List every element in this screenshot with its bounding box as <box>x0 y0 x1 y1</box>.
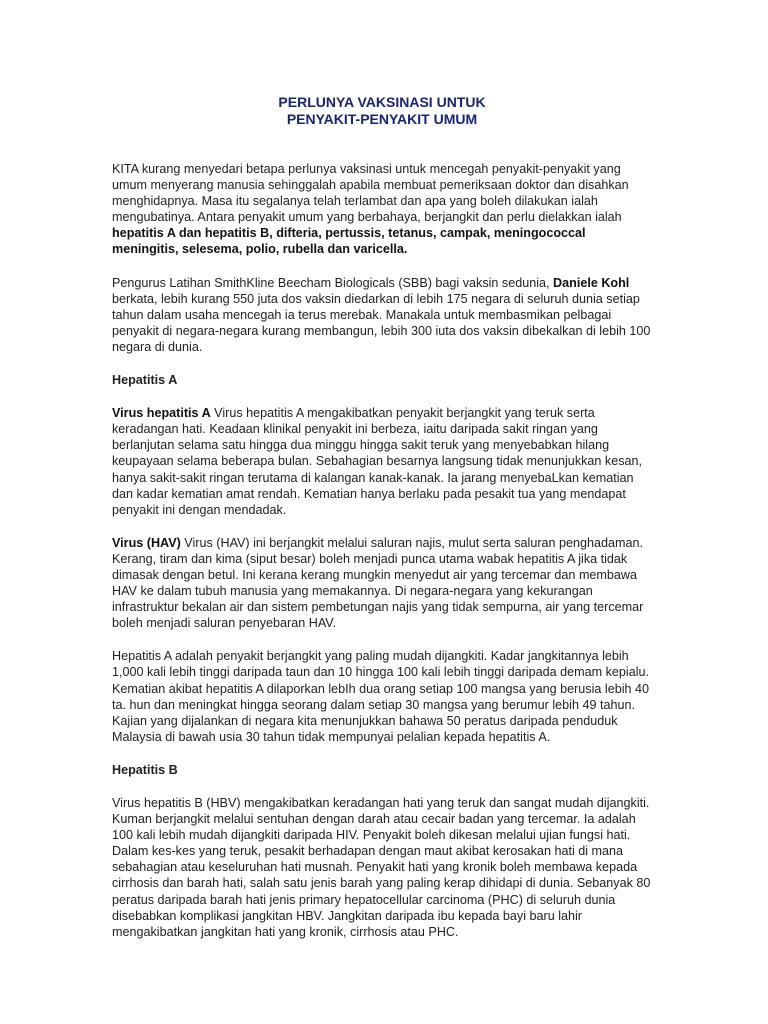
title-line-2: PENYAKIT-PENYAKIT UMUM <box>286 111 478 127</box>
hepatitis-b-paragraph-1: Virus hepatitis B (HBV) mengakibatkan keradangan hati yang teruk dan sangat mudah dijangkiti. Kuman berjangkit melalui sentuhan dengan darah atau cecair badan yang tercemar. Ia adalah 100 kali lebih mudah dijangkiti daripada HIV. Penyakit boleh dikesan melalui ujian fungsi hati. Dalam kes-kes yang teruk, pesakit berhadapan dengan maut akibat kerosakan hati di mana sebahagian atau keseluruhan hati musnah. Penyakit hati yang kronik boleh membawa kepada cirrhosis dan barah hati, salah satu jenis barah yang paling kerap dihidapi di dunia. Sebanyak 80 peratus daripada barah hati jenis primary hepatocellular carcinoma (PHC) di seluruh dunia disebabkan komplikasi jangkitan HBV. Jangkitan daripada ibu kepada bayi baru lahir mengakibatkan jangkitan hati yang kronik, cirrhosis atau PHC. <box>112 796 651 939</box>
title-line-1: PERLUNYA VAKSINASI UNTUK <box>278 94 486 110</box>
hepatitis-a-p2-text: Virus (HAV) ini berjangkit melalui saluran najis, mulut serta saluran penghadaman. Kerang, tiram dan kima (siput besar) boleh menjadi punca utama wabak hepatitis A jika tidak dimasak dengan betul. Ini kerana kerang mungkin menyedut air yang tercemar dan membawa HAV ke dalam tubuh manusia yang memakannya. Di negara-negara yang kekurangan infrastruktur bekalan air dan sistem pembetungan najis yang tidak sempurna, air yang tercemar boleh menjadi saluran penyebaran HAV. <box>112 535 644 631</box>
hepatitis-a-heading: Hepatitis A <box>112 373 178 388</box>
hepatitis-a-p2-lead: Virus (HAV) <box>112 535 181 550</box>
hepatitis-b-heading: Hepatitis B <box>112 762 178 777</box>
intro-paragraph <box>112 161 652 258</box>
document-page <box>112 94 652 957</box>
hepatitis-a-paragraph-2 <box>112 535 652 632</box>
hepatitis-a-p1-text: Virus hepatitis A mengakibatkan penyakit berjangkit yang teruk serta keradangan hati. Keadaan klinikal penyakit ini berbeza, iaitu daripada sakit ringan yang berlanjutan selama satu hingga dua minggu hingga sakit teruk yang menyebabkan hilang keupayaan selama beberapa bulan. Sebahagian besarnya langsung tidak menunjukkan kesan, hanya sakit-sakit ringan terutama di kalangan kanak-kanak. Ia jarang menyebaLkan kematian dan kadar kematian amat rendah. Kematian hanya berlaku pada pesakit tua yang mendapat penyakit ini dengan mendadak. <box>112 406 643 517</box>
hepatitis-a-paragraph-1 <box>112 405 652 518</box>
sbb-text-1: Pengurus Latihan SmithKline Beecham Biologicals (SBB) bagi vaksin sedunia, <box>112 275 554 290</box>
sbb-paragraph <box>112 275 652 355</box>
sbb-person-name: Daniele Kohl <box>553 275 630 290</box>
document-title <box>112 94 652 128</box>
hepatitis-a-p1-lead: Virus hepatitis A <box>112 406 211 421</box>
intro-disease-list: hepatitis A dan hepatitis B, difteria, pertussis, tetanus, campak, meningococcal meningitis, selesema, polio, rubella dan varicella. <box>112 226 586 257</box>
intro-text: KITA kurang menyedari betapa perlunya vaksinasi untuk mencegah penyakit-penyakit yang umum menyerang manusia sehinggalah apabila membuat pemeriksaan doktor dan disahkan menghidapnya. Masa itu segalanya telah terlambat dan apa yang boleh dilakukan ialah mengubatinya. Antara penyakit umum yang berbahaya, berjangkit dan perlu dielakkan ialah <box>112 162 629 225</box>
hepatitis-a-paragraph-3: Hepatitis A adalah penyakit berjangkit yang paling mudah dijangkiti. Kadar jangkitannya lebih 1,000 kali lebih tinggi daripada taun dan 10 hingga 100 kali lebih tinggi daripada demam kepialu. Kematian akibat hepatitis A dilaporkan lebIh dua orang setiap 100 mangsa yang berusia lebih 40 ta. hun dan meningkat hingga seorang dalam setiap 30 mangsa yang berumur lebih 49 tahun. Kajian yang dijalankan di negara kita menunjukkan bahawa 50 peratus daripada penduduk Malaysia di bawah usia 30 tahun tidak mempunyai pelalian kepada hepatitis A. <box>112 649 650 744</box>
sbb-text-2: berkata, lebih kurang 550 juta dos vaksin diedarkan di lebih 175 negara di seluruh dunia setiap tahun dalam usaha mencegah ia terus merebak. Manakala untuk membasmikan pelbagai penyakit di negara-negara kurang membangun, lebih 300 iuta dos vaksin dibekalkan di lebih 100 negara di dunia. <box>112 291 651 354</box>
